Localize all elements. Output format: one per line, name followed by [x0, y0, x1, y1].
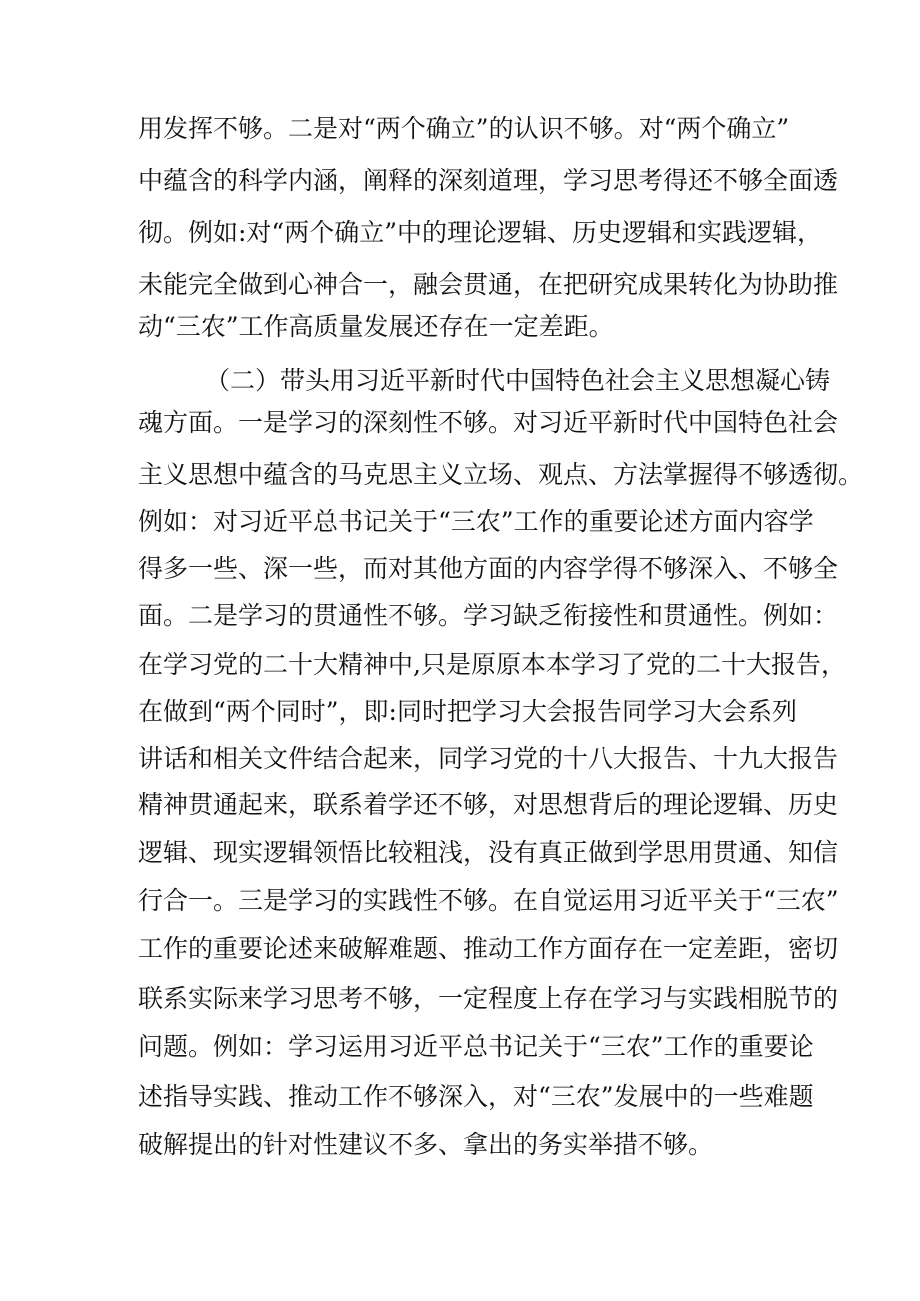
section-heading-line: （二）带头用习近平新时代中国特色社会主义思想凝心铸	[205, 366, 831, 395]
text-line: 讲话和相关文件结合起来，同学习党的十八大报告、十九大报告	[138, 744, 839, 773]
text-line: 中蕴含的科学内涵，阐释的深刻道理，学习思考得还不够全面透	[138, 166, 839, 195]
text-line: 破解提出的针对性建议不多、拿出的务实举措不够。	[138, 1130, 714, 1159]
text-line: 述指导实践、推动工作不够深入，对“三农”发展中的一些难题	[138, 1082, 814, 1111]
text-line: 未能完全做到心神合一，融会贯通，在把研究成果转化为协助推	[138, 270, 839, 299]
text-line: 行合一。三是学习的实践性不够。在自觉运用习近平关于“三农”	[138, 886, 839, 915]
text-line: 例如：对习近平总书记关于“三农”工作的重要论述方面内容学	[138, 507, 814, 536]
text-line: 得多一些、深一些，而对其他方面的内容学得不够深入、不够全	[138, 554, 839, 583]
text-line: 在学习党的二十大精神中,只是原原本本学习了党的二十大报告，	[138, 650, 846, 679]
text-line: 主义思想中蕴含的马克思主义立场、观点、方法掌握得不够透彻。	[138, 460, 864, 489]
text-line: 动“三农”工作高质量发展还存在一定差距。	[138, 312, 614, 341]
text-line: 在做到“两个同时”，即:同时把学习大会报告同学习大会系列	[138, 697, 797, 726]
text-line: 面。二是学习的贯通性不够。学习缺乏衔接性和贯通性。例如：	[138, 601, 839, 630]
text-line: 用发挥不够。二是对“两个确立”的认识不够。对“两个确立”	[138, 114, 790, 143]
text-line: 精神贯通起来，联系着学还不够，对思想背后的理论逻辑、历史	[138, 790, 839, 819]
text-line: 魂方面。一是学习的深刻性不够。对习近平新时代中国特色社会	[138, 408, 839, 437]
text-line: 联系实际来学习思考不够，一定程度上存在学习与实践相脱节的	[138, 984, 839, 1013]
text-line: 工作的重要论述来破解难题、推动工作方面存在一定差距，密切	[138, 934, 839, 963]
text-line: 彻。例如:对“两个确立”中的理论逻辑、历史逻辑和实践逻辑，	[138, 218, 822, 247]
text-line: 问题。例如：学习运用习近平总书记关于“三农”工作的重要论	[138, 1032, 814, 1061]
text-line: 逻辑、现实逻辑领悟比较粗浅，没有真正做到学思用贯通、知信	[138, 838, 839, 867]
